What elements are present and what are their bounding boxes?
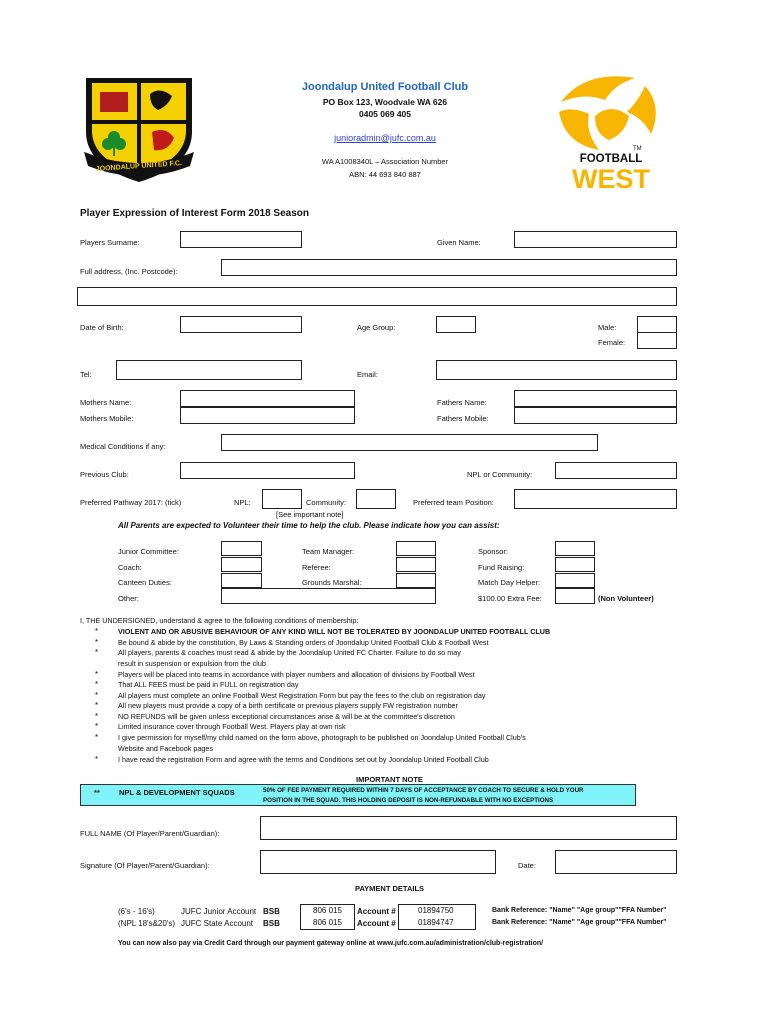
account-label-1: Account # [357, 907, 396, 916]
see-note: [See important note] [276, 510, 344, 519]
signature-label: Signature (Of Player/Parent/Guardian): [80, 861, 210, 870]
extra-fee-label: $100.00 Extra Fee: [478, 594, 542, 603]
players-surname-input[interactable] [180, 231, 302, 248]
match-day-helper-checkbox[interactable] [555, 573, 595, 588]
mothers-mobile-label: Mothers Mobile: [80, 414, 134, 423]
previous-club-input[interactable] [180, 462, 355, 479]
dob-label: Date of Birth: [80, 323, 124, 332]
mothers-mobile-input[interactable] [180, 407, 355, 424]
fathers-mobile-input[interactable] [514, 407, 677, 424]
bullet: * [95, 722, 99, 731]
bank-reference-2: Bank Reference: "Name" "Age group""FFA Number" [492, 919, 667, 926]
medical-label: Medical Conditions if any: [80, 442, 166, 451]
npl-community-input[interactable] [555, 462, 677, 479]
other-label: Other: [118, 594, 139, 603]
condition-item: result in suspension or expulsion from the club [118, 659, 266, 668]
condition-item: VIOLENT AND OR ABUSIVE BEHAVIOUR OF ANY KIND WILL NOT BE TOLERATED BY JOONDALUP UNITED FOOTBALL CLUB [118, 627, 551, 636]
bsb-value-2: 806 015 [313, 918, 342, 927]
male-label: Male: [598, 323, 617, 332]
grounds-marshal-label: Grounds Marshal: [302, 578, 362, 587]
row2-ages: (NPL 18's&20's) [118, 919, 176, 928]
bullet: * [95, 648, 99, 657]
community-checkbox[interactable] [356, 489, 396, 509]
important-text-1: 50% OF FEE PAYMENT REQUIRED WITHIN 7 DAYS OF ACCEPTANCE BY COACH TO SECURE & HOLD YOUR [263, 787, 584, 794]
medical-input[interactable] [221, 434, 598, 451]
account-value-1: 01894750 [418, 906, 454, 915]
age-group-input[interactable] [436, 316, 476, 333]
parents-note: All Parents are expected to Volunteer their time to help the club. Please indicate how you can assist: [118, 521, 500, 530]
payment-footer: You can now also pay via Credit Card through our payment gateway online at www.jufc.com.au/administration/club-registration/ [118, 940, 544, 947]
age-group-label: Age Group: [357, 323, 396, 332]
date-input[interactable] [555, 850, 677, 874]
account-label-2: Account # [357, 919, 396, 928]
full-address-input[interactable] [221, 259, 677, 276]
condition-item: Be bound & abide by the constitution, By Laws & Standing orders of Joondalup United Football Club & Football West [118, 638, 489, 647]
email-label: Email: [357, 370, 378, 379]
full-address-label: Full address, (Inc. Postcode): [80, 267, 178, 276]
other-input[interactable] [221, 588, 436, 604]
tel-label: Tel: [80, 370, 92, 379]
female-label: Female: [598, 338, 626, 347]
preferred-position-label: Preferred team Position: [413, 498, 494, 507]
npl-checkbox[interactable] [262, 489, 302, 509]
row2-bsb-label: BSB [263, 919, 280, 928]
given-name-label: Given Name: [437, 238, 481, 247]
extra-fee-checkbox[interactable] [555, 588, 595, 604]
team-manager-label: Team Manager: [302, 547, 355, 556]
conditions-intro: I, THE UNDERSIGNED, understand & agree to the following conditions of membership: [80, 616, 359, 625]
full-address-input-2[interactable] [77, 287, 677, 306]
bank-reference-1: Bank Reference: "Name" "Age group""FFA Number" [492, 907, 667, 914]
mothers-name-input[interactable] [180, 390, 355, 407]
players-surname-label: Players Surname: [80, 238, 140, 247]
fund-raising-label: Fund Raising: [478, 563, 525, 572]
tel-input[interactable] [116, 360, 302, 380]
community-label: Community: [306, 498, 347, 507]
preferred-position-input[interactable] [514, 489, 677, 509]
non-volunteer-label: (Non Volunteer) [598, 594, 654, 603]
email-input[interactable] [436, 360, 677, 380]
signature-input[interactable] [260, 850, 496, 874]
crest-banner-text: JOONDALUP UNITED F.C. [95, 160, 183, 174]
dob-input[interactable] [180, 316, 302, 333]
bsb-value-1: 806 015 [313, 906, 342, 915]
payment-title: PAYMENT DETAILS [355, 884, 425, 893]
mothers-name-label: Mothers Name: [80, 398, 132, 407]
condition-item: All players, parents & coaches must read & abide by the Joondalup United FC Charter. Failure to do so may [118, 648, 461, 657]
club-name: Joondalup United Football Club [301, 81, 469, 93]
important-text-2: POSITION IN THE SQUAD. THIS HOLDING DEPOSIT IS NON-REFUNDABLE WITH NO EXCEPTIONS [263, 797, 554, 804]
full-name-input[interactable] [260, 816, 677, 840]
club-email-link[interactable]: junioradmin@jufc.com.au [334, 133, 436, 143]
club-phone: 0405 069 405 [359, 109, 411, 119]
npl-label: NPL: [234, 498, 251, 507]
bullet: * [95, 755, 99, 764]
grounds-marshal-checkbox[interactable] [396, 573, 436, 588]
junior-committee-label: Junior Committee: [118, 547, 179, 556]
bullet: * [95, 627, 99, 636]
condition-item: I give permission for myself/my child named on the form above, photograph to be published on Joondalup United Football Club's [118, 733, 526, 742]
row1-bsb-label: BSB [263, 907, 280, 916]
condition-item: All players must complete an online Football West Registration Form but pay the fees to the club on registration day [118, 691, 486, 700]
abn: ABN: 44 693 840 887 [349, 170, 421, 179]
fathers-mobile-label: Fathers Mobile: [437, 414, 489, 423]
bullet: * [95, 680, 99, 689]
condition-item: I have read the registration Form and agree with the terms and Conditions set out by Joondalup United Football Club [118, 755, 489, 764]
junior-committee-checkbox[interactable] [221, 541, 262, 556]
fw-football: FOOTBALL [579, 153, 643, 165]
sponsor-label: Sponsor: [478, 547, 509, 556]
npl-community-label: NPL or Community: [467, 470, 533, 479]
fw-tm: TM [633, 146, 642, 152]
row1-account-name: JUFC Junior Account [181, 907, 257, 916]
bullet: * [95, 670, 99, 679]
previous-club-label: Previous Club: [80, 470, 129, 479]
row1-ages: (6's - 16's) [118, 907, 155, 916]
condition-item: Players will be placed into teams in accordance with player numbers and allocation of divisions by Football West [118, 670, 475, 679]
fathers-name-input[interactable] [514, 390, 677, 407]
important-note-title: IMPORTANT NOTE [356, 775, 423, 784]
account-value-2: 01894747 [418, 918, 454, 927]
club-address: PO Box 123, Woodvale WA 626 [322, 97, 448, 107]
bullet: * [95, 733, 99, 742]
male-checkbox[interactable] [637, 316, 677, 333]
association-number: WA A1008340L – Association Number [321, 157, 449, 166]
match-day-helper-label: Match Day Helper: [478, 578, 541, 587]
fund-raising-checkbox[interactable] [555, 557, 595, 572]
form-title: Player Expression of Interest Form 2018 Season [80, 208, 309, 219]
football-west-logo [555, 72, 667, 192]
bullet: * [95, 638, 99, 647]
condition-item-no-refunds: NO REFUNDS will be given unless exceptional circumstances arise & will be at the committee's discretion [118, 712, 455, 721]
important-note-box [80, 784, 636, 806]
condition-item: Limited insurance cover through Football West. Players play at own risk [118, 722, 346, 731]
condition-item: Website and Facebook pages [118, 744, 213, 753]
bullet: * [95, 701, 99, 710]
club-crest [78, 74, 200, 186]
date-label: Date: [518, 861, 536, 870]
female-checkbox[interactable] [637, 332, 677, 349]
given-name-input[interactable] [514, 231, 677, 248]
condition-item: All new players must provide a copy of a birth certificate or previous players supply FW registration number [118, 701, 458, 710]
coach-label: Coach: [118, 563, 142, 572]
important-stars: ** [94, 788, 100, 797]
referee-label: Referee: [302, 563, 331, 572]
fathers-name-label: Fathers Name: [437, 398, 487, 407]
team-manager-checkbox[interactable] [396, 541, 436, 556]
bullet: * [95, 712, 99, 721]
pathway-label: Preferred Pathway 2017: (tick) [80, 498, 182, 507]
row2-account-name: JUFC State Account [181, 919, 254, 928]
coach-checkbox[interactable] [221, 557, 262, 572]
full-name-label: FULL NAME (Of Player/Parent/Guardian): [80, 829, 220, 838]
fw-west: WEST [572, 164, 650, 192]
bullet: * [95, 691, 99, 700]
condition-item: That ALL FEES must be paid in FULL on registration day [118, 680, 299, 689]
canteen-checkbox[interactable] [221, 573, 262, 588]
canteen-label: Canteen Duties: [118, 578, 172, 587]
referee-checkbox[interactable] [396, 557, 436, 572]
sponsor-checkbox[interactable] [555, 541, 595, 556]
important-squads: NPL & DEVELOPMENT SQUADS [119, 788, 235, 797]
